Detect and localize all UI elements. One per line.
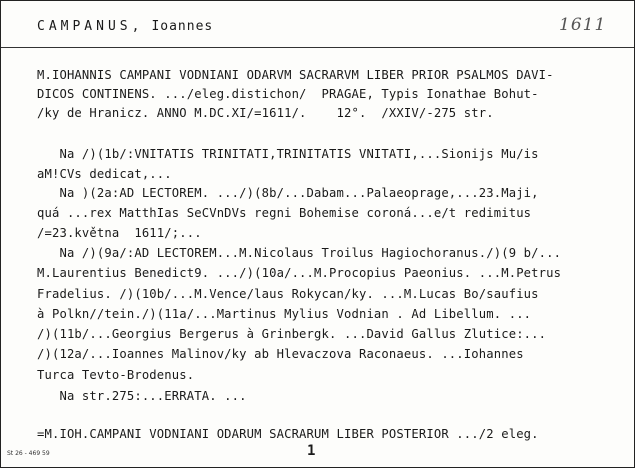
footer-code: St 26 - 469 59: [7, 450, 50, 457]
card-line: Na /)(9a/:AD LECTOREM...M.Nicolaus Troilus Hagiochoranus./)(9 b/...: [37, 246, 562, 260]
heading-divider: [1, 47, 634, 48]
card-line: quá ...rex MatthIas SeCVnDVs regni Bohemise coroná...e/t redimitus: [37, 206, 532, 220]
page-number: 1: [307, 443, 316, 459]
card-line: Na )(2a:AD LECTOREM. .../)(8b/...Dabam...Palaeoprage,...23.Maji,: [37, 186, 539, 200]
card-line: /=23.května 1611/;...: [37, 226, 202, 240]
card-line: Turca Tevto-Brodenus.: [37, 368, 195, 382]
heading-surname: CAMPANUS,: [37, 19, 144, 34]
card-line: aM!CVs dedicat,...: [37, 167, 172, 181]
card-line: M.IOHANNIS CAMPANI VODNIANI ODARVM SACRARVM LIBER PRIOR PSALMOS DAVI-: [37, 68, 554, 82]
card-line: Na str.275:...ERRATA. ...: [37, 389, 247, 403]
card-heading: [37, 19, 213, 34]
card-line: Fradelius. /)(10b/...M.Vence/laus Rokycan/ky. ...M.Lucas Bo/saufius: [37, 287, 539, 301]
card-line: à Polkn//tein./)(11a/...Martinus Mylius Vodnian . Ad Libellum. ...: [37, 307, 532, 321]
card-line: /ky de Hranicz. ANNO M.DC.XI/=1611/. 12°. /XXIV/-275 str.: [37, 106, 494, 120]
card-line: Na /)(1b/:VNITATIS TRINITATI,TRINITATIS VNITATI,...Sionijs Mu/is: [37, 147, 539, 161]
heading-given-name: Ioannes: [151, 19, 214, 34]
card-line: DICOS CONTINENS. .../eleg.distichon/ PRAGAE, Typis Ionathae Bohut-: [37, 87, 539, 101]
card-line: M.Laurentius Benedict9. .../)(10a/...M.Procopius Paeonius. ...M.Petrus: [37, 266, 562, 280]
card-line: /)(11b/...Georgius Bergerus à Grinbergk. ...David Gallus Zlutice:...: [37, 327, 547, 341]
handwritten-number: 1611: [559, 15, 607, 35]
card-line: /)(12a/...Ioannes Malinov/ky ab Hlevaczova Raconaeus. ...Iohannes: [37, 347, 524, 361]
card-line: =M.IOH.CAMPANI VODNIANI ODARUM SACRARUM LIBER POSTERIOR .../2 eleg.: [37, 427, 539, 441]
